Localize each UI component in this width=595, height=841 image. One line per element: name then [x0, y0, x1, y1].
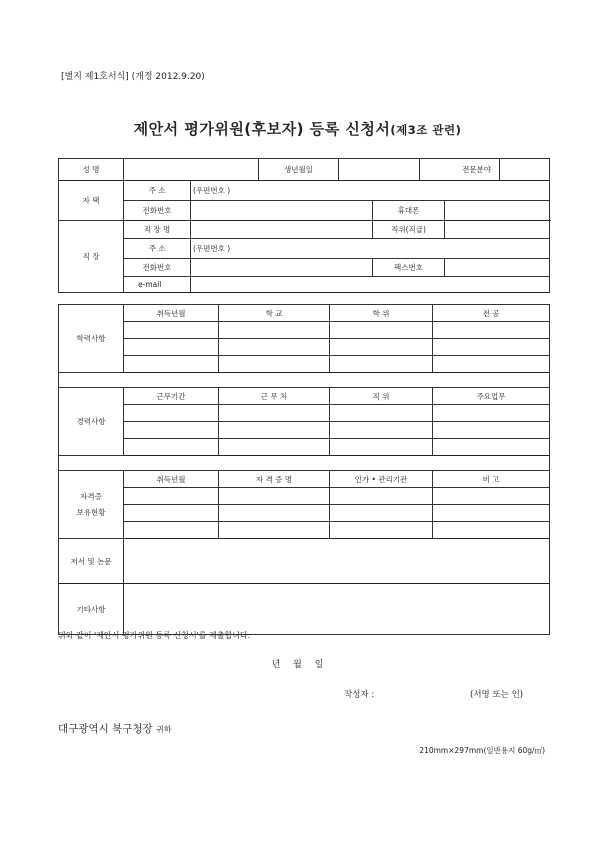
- career-cell[interactable]: [219, 405, 330, 422]
- career-cell[interactable]: [124, 439, 219, 456]
- birthdate-field[interactable]: [339, 159, 420, 181]
- edu-header-school: 학 교: [219, 305, 330, 322]
- specialty-field[interactable]: [500, 159, 550, 181]
- career-cell[interactable]: [433, 405, 550, 422]
- edu-cell[interactable]: [219, 339, 330, 356]
- work-address-label: 주 소: [124, 239, 191, 259]
- edu-cell[interactable]: [433, 339, 550, 356]
- license-cell[interactable]: [433, 522, 550, 539]
- career-cell[interactable]: [124, 405, 219, 422]
- edu-cell[interactable]: [433, 322, 550, 339]
- license-cell[interactable]: [433, 505, 550, 522]
- fax-label: 팩스번호: [373, 259, 445, 277]
- mobile-label: 휴대폰: [373, 201, 445, 221]
- edu-cell[interactable]: [330, 339, 433, 356]
- license-header-name: 자 격 증 명: [219, 471, 330, 488]
- position-field[interactable]: [445, 221, 550, 239]
- career-cell[interactable]: [330, 405, 433, 422]
- others-field[interactable]: [124, 584, 550, 635]
- license-header-remarks: 비 고: [433, 471, 550, 488]
- career-header-duties: 주요업무: [433, 388, 550, 405]
- application-form-table: [58, 158, 550, 293]
- edu-header-date: 취득년월: [124, 305, 219, 322]
- career-header-position: 직 위: [330, 388, 433, 405]
- career-cell[interactable]: [124, 422, 219, 439]
- title-sub: (제3조 관련): [390, 123, 462, 137]
- publications-field[interactable]: [124, 539, 550, 584]
- home-label: 자 택: [59, 181, 124, 221]
- work-phone-field[interactable]: [191, 259, 373, 277]
- career-header-workplace: 근 무 처: [219, 388, 330, 405]
- spacer-row: [59, 373, 550, 388]
- history-table: [58, 304, 550, 635]
- edu-cell[interactable]: [124, 356, 219, 373]
- home-phone-field[interactable]: [191, 201, 373, 221]
- edu-cell[interactable]: [433, 356, 550, 373]
- workplace-name-field[interactable]: [191, 221, 373, 239]
- license-cell[interactable]: [124, 522, 219, 539]
- signature-label: (서명 또는 인): [470, 690, 524, 700]
- specialty-label: 전문분야: [420, 159, 500, 181]
- career-cell[interactable]: [219, 422, 330, 439]
- license-cell[interactable]: [124, 505, 219, 522]
- workplace-name-label: 직 장 명: [124, 221, 191, 239]
- spacer-row: [59, 456, 550, 471]
- edu-cell[interactable]: [219, 322, 330, 339]
- document-title: [0, 118, 595, 139]
- license-cell[interactable]: [124, 488, 219, 505]
- license-label-line1: 자격증: [80, 491, 102, 501]
- edu-cell[interactable]: [124, 322, 219, 339]
- license-label: [59, 471, 124, 539]
- fax-field[interactable]: [445, 259, 550, 277]
- edu-cell[interactable]: [124, 339, 219, 356]
- position-label: 직위(직급): [373, 221, 445, 239]
- career-header-period: 근무기간: [124, 388, 219, 405]
- license-header-agency: 인가 • 관리기관: [330, 471, 433, 488]
- submission-statement: 위와 같이 '제안서 평가위원 등록 신청서'를 제출합니다.: [58, 631, 251, 640]
- edu-cell[interactable]: [330, 356, 433, 373]
- license-cell[interactable]: [330, 522, 433, 539]
- writer-label: 작성자 :: [344, 690, 375, 700]
- addressee-name: 대구광역시 북구청장: [58, 723, 153, 735]
- home-phone-label: 전화번호: [124, 201, 191, 221]
- license-cell[interactable]: [330, 505, 433, 522]
- edu-header-major: 전 공: [433, 305, 550, 322]
- license-cell[interactable]: [219, 522, 330, 539]
- work-label: 직 장: [59, 221, 124, 293]
- license-cell[interactable]: [330, 488, 433, 505]
- form-number-label: [별지 제1호서식] (개정 2012.9.20): [61, 72, 205, 82]
- date-line: 년 월 일: [271, 660, 324, 670]
- career-cell[interactable]: [330, 439, 433, 456]
- career-label: 경력사항: [59, 388, 124, 456]
- career-cell[interactable]: [219, 439, 330, 456]
- education-label: 학력사항: [59, 305, 124, 373]
- mobile-field[interactable]: [445, 201, 550, 221]
- work-address-field[interactable]: (우편번호 ): [191, 239, 550, 259]
- email-label: e-mail: [124, 277, 191, 293]
- career-cell[interactable]: [330, 422, 433, 439]
- career-cell[interactable]: [433, 439, 550, 456]
- addressee: [58, 721, 171, 736]
- edu-cell[interactable]: [219, 356, 330, 373]
- email-field[interactable]: [191, 277, 550, 293]
- home-address-label: 주 소: [124, 181, 191, 201]
- work-phone-label: 전화번호: [124, 259, 191, 277]
- license-cell[interactable]: [433, 488, 550, 505]
- home-address-field[interactable]: (우편번호 ): [191, 181, 550, 201]
- license-cell[interactable]: [219, 505, 330, 522]
- license-cell[interactable]: [219, 488, 330, 505]
- name-field[interactable]: [124, 159, 259, 181]
- others-label: 기타사항: [59, 584, 124, 635]
- edu-cell[interactable]: [330, 322, 433, 339]
- license-label-line2: 보유현황: [76, 507, 106, 517]
- birthdate-label: 생년월일: [259, 159, 339, 181]
- license-header-date: 취득년월: [124, 471, 219, 488]
- career-cell[interactable]: [433, 422, 550, 439]
- edu-header-degree: 학 위: [330, 305, 433, 322]
- name-label: 성 명: [59, 159, 124, 181]
- publications-label: 저서 및 논문: [59, 539, 124, 584]
- title-main: 제안서 평가위원(후보자) 등록 신청서: [133, 120, 391, 138]
- paper-spec: 210mm×297mm(일반용지 60g/㎡): [419, 746, 545, 755]
- addressee-suffix: 귀하: [155, 725, 172, 734]
